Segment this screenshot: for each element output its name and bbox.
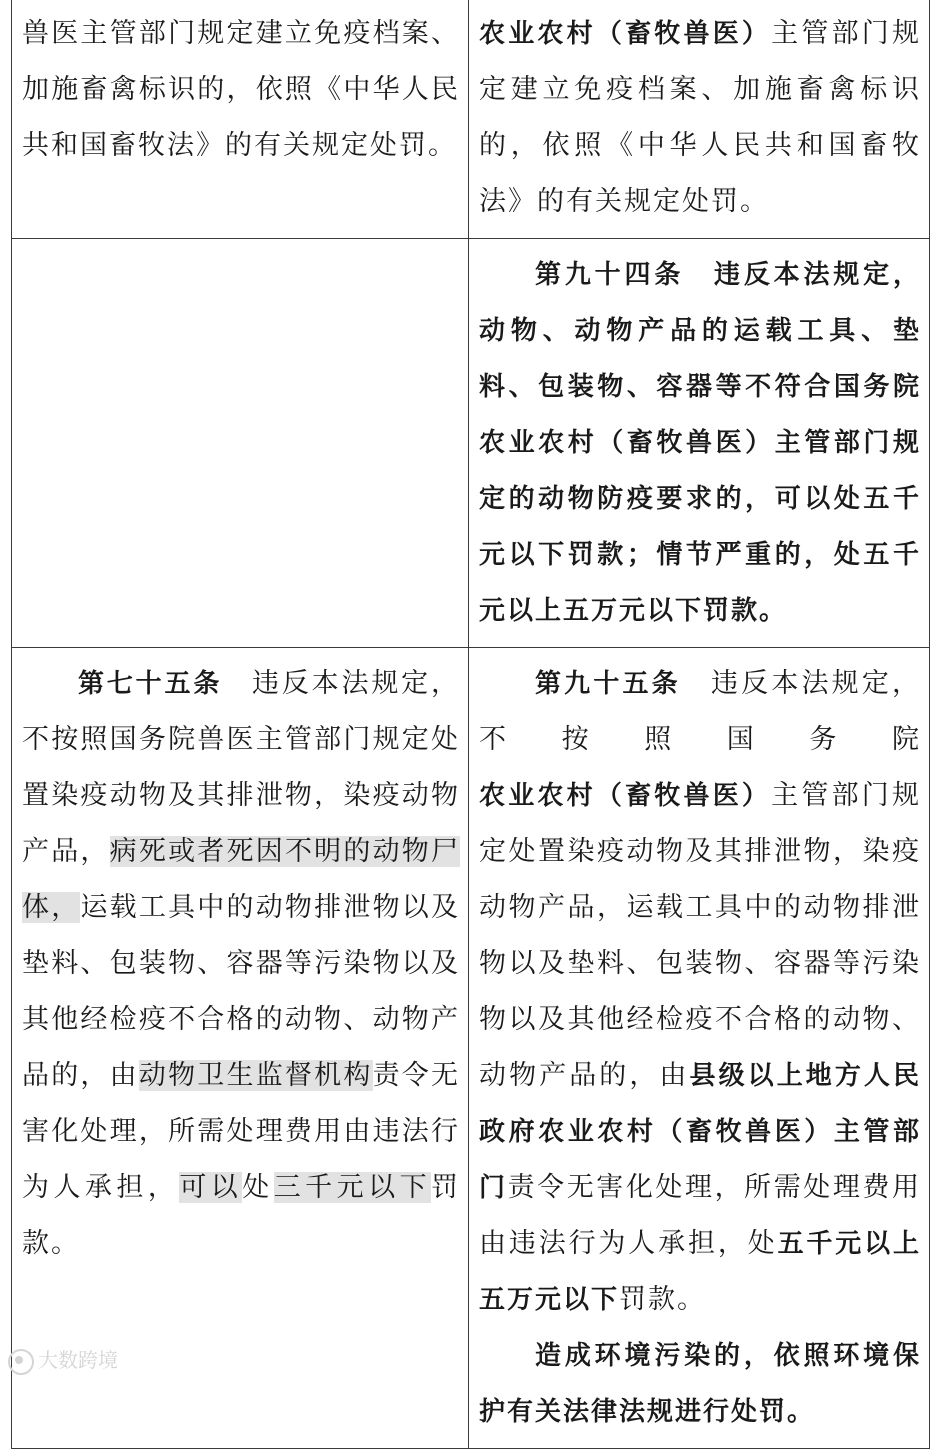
new-law-cell [469,239,930,648]
watermark [8,1344,118,1375]
law-text-span: 主管部门规定处置染疫动物及其排泄物，染疫动物产品，运载工具中的动物排泄物以及垫料、包装物、容器等污染物以及其他经检疫不合格的动物、动物产品的，由 [479,780,921,1091]
law-text-span: 运载工具中的动物排泄物以及垫料、包装物、容器等污染物以及其他经检疫不合格的动物、动物产品的，由 [22,892,461,1091]
law-comparison-table [11,0,930,1449]
new-law-cell [469,0,930,239]
weibo-logo-icon [8,1349,34,1375]
article-94-text: 第九十四条 违反本法规定，动物、动物产品的运载工具、垫料、包装物、容器等不符合国务院农业农村（畜牧兽医）主管部门规定的动物防疫要求的，可以处五千元以下罚款；情节严重的，处五千元以上五万元以下罚款。 [479,260,921,626]
highlighted-text: 动物卫生监督机构 [138,1060,373,1091]
article-95-paragraph-2: 造成环境污染的，依照环境保护有关法律法规进行处罚。 [479,1341,921,1427]
law-text-span: 责令无害化处理，所需处理费用由违法行为人承担，处 [479,1172,921,1259]
highlighted-text: 三千元以下 [273,1172,432,1203]
old-law-cell-empty [12,239,469,648]
article-number: 第七十五条 [78,669,223,699]
law-text-span: 处 [242,1172,274,1203]
old-law-text: 兽医主管部门规定建立免疫档案、加施畜禽标识的，依照《中华人民共和国畜牧法》的有关规定处罚。 [22,18,460,161]
new-law-cell [469,648,930,1449]
old-law-cell [12,0,469,239]
amended-text: 县级以上地方人民政府农业农村（畜牧兽医）主管部门 [479,1061,921,1203]
law-text-span: 责令无害化处理，所需处理费用由违法行为人承担， [22,1060,461,1203]
highlighted-text: 病死或者死因不明的动物尸体， [22,836,461,923]
amended-text: 五千元以上五万元以下 [479,1229,921,1315]
table-row [12,648,930,1449]
new-law-text [479,6,921,230]
article-75-text [22,656,460,1272]
old-law-cell [12,648,469,1449]
law-text-span: 罚款。 [619,1284,707,1315]
law-text-span: 违反本法规定，不按照国务院兽医主管部门规定处置染疫动物及其排泄物，染疫动物产品， [22,668,460,867]
table-row [12,0,930,239]
law-text-span: 违反本法规定，不按照国务院 [479,668,921,755]
table-row [12,239,930,648]
law-text-span: 主管部门规定建立免疫档案、加施畜禽标识的，依照《中华人民共和国畜牧法》的有关规定处罚。 [479,18,921,217]
article-95-text [479,656,921,1328]
highlighted-text: 可以 [179,1172,243,1203]
watermark-text: 大数跨境 [38,1348,118,1372]
amended-text: 农业农村（畜牧兽医） [479,19,772,49]
law-text-span: 罚款。 [22,1172,461,1259]
article-number: 第九十五条 [535,669,681,699]
amended-text: 农业农村（畜牧兽医） [479,781,772,811]
